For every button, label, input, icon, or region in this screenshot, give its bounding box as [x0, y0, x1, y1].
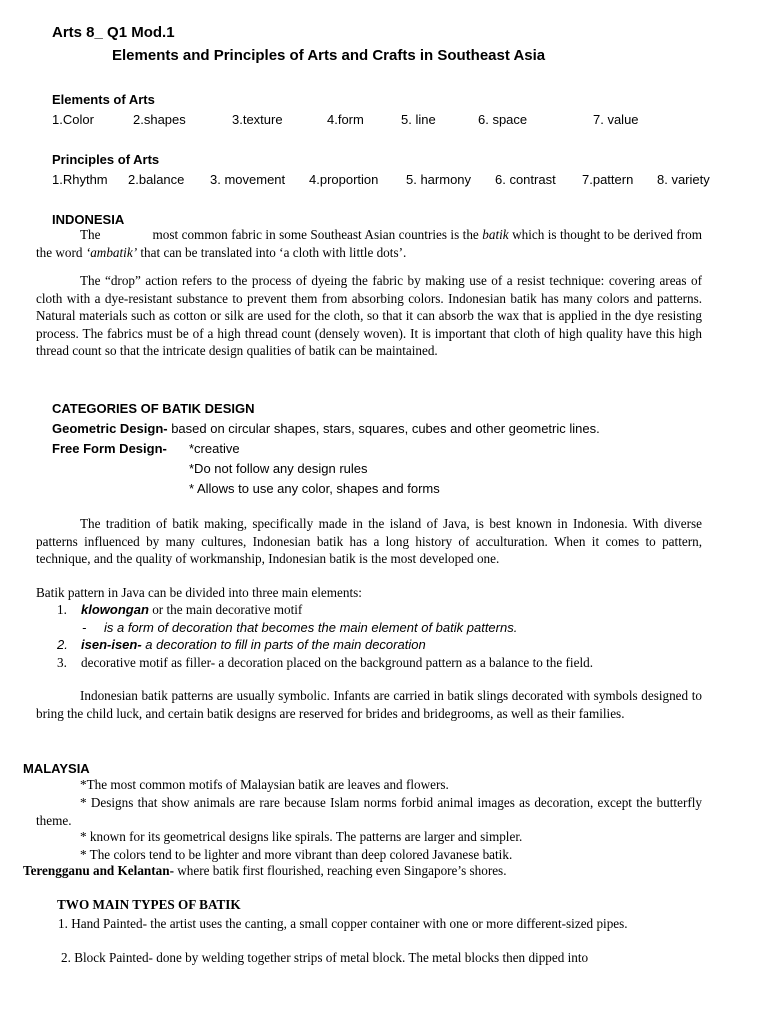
list-item: 6. contrast: [495, 172, 556, 187]
list-number: 2.: [57, 637, 68, 652]
list-item: 4.form: [327, 112, 364, 127]
document-title: Arts 8_ Q1 Mod.1: [52, 24, 175, 41]
indonesia-paragraph-1: The most common fabric in some Southeast Asian countries is the batik which is thought to be derived from the word ‘ambatik’ that can be translated into ‘a cloth with little dots’.: [36, 227, 702, 260]
elements-list: [0, 112, 768, 130]
tradition-paragraph: The tradition of batik making, specifically made in the island of Java, is best known in Indonesia. With diverse patterns influenced by many cultures, Indonesian batik has a long history of acculturation. When it comes to pattern, technique, and the quality of workmanship, Indonesian batik is the most developed one.: [36, 516, 702, 566]
terengganu-kelantan-line: Terengganu and Kelantan- where batik first flourished, reaching even Singapore’s shores.: [23, 863, 507, 878]
elements-heading: Elements of Arts: [52, 92, 155, 107]
list-item: 8. variety: [657, 172, 710, 187]
symbolic-paragraph: Indonesian batik patterns are usually symbolic. Infants are carried in batik slings decorated with symbols designed to bring the child luck, and certain batik designs are reserved for brides and bridegrooms, as well as their families.: [36, 688, 702, 721]
list-number: 3.: [57, 655, 67, 670]
java-item-1-sub: is a form of decoration that becomes the main element of batik patterns.: [104, 620, 518, 635]
list-item: 3. movement: [210, 172, 286, 187]
list-item: 5. line: [401, 112, 436, 127]
list-number: 1.: [57, 602, 67, 617]
indonesia-heading: INDONESIA: [52, 212, 125, 227]
list-item: 3.texture: [232, 112, 283, 127]
java-intro: Batik pattern in Java can be divided into three main elements:: [36, 585, 362, 600]
java-item-1: klowongan or the main decorative motif: [81, 602, 303, 617]
list-item: 7. value: [593, 112, 639, 127]
malaysia-line: * The colors tend to be lighter and more vibrant than deep colored Javanese batik.: [80, 847, 513, 862]
indonesia-paragraph-2: The “drop” action refers to the process of dyeing the fabric by making use of a resist technique: covering areas of cloth with a dye-resistant substance to prevent them from absorbing colors. Indonesian batik has many colors and patterns. Natural materials such as cotton or silk are used for the cloth, so that it can absorb the wax that is applied in the dye resisting process. The fabrics must be of a high thread count (densely woven). It is important that cloth of high quality have this high thread count so that the intricate design qualities of batik can be maintained.: [36, 273, 702, 358]
list-item: 7.pattern: [582, 172, 634, 187]
document-subtitle: Elements and Principles of Arts and Crafts in Southeast Asia: [112, 47, 546, 64]
java-item-3: decorative motif as filler- a decoration placed on the background pattern as a balance to the field.: [81, 655, 593, 670]
list-item: 2.balance: [128, 172, 185, 187]
freeform-design-label: Free Form Design-: [52, 441, 167, 456]
types-heading: TWO MAIN TYPES OF BATIK: [57, 897, 241, 912]
principles-list: [0, 172, 768, 190]
types-item-1: 1. Hand Painted- the artist uses the canting, a small copper container with one or more different-sized pipes.: [58, 916, 628, 931]
malaysia-heading: MALAYSIA: [23, 761, 90, 776]
malaysia-line: * Designs that show animals are rare because Islam norms forbid animal images as decoration, except the butterfly theme.: [36, 795, 702, 828]
list-item: 1.Rhythm: [52, 172, 108, 187]
freeform-item: * Allows to use any color, shapes and forms: [189, 481, 440, 496]
types-item-2: 2. Block Painted- done by welding together strips of metal block. The metal blocks then dipped into: [61, 950, 589, 965]
list-item: 5. harmony: [406, 172, 472, 187]
geometric-design-line: Geometric Design- based on circular shapes, stars, squares, cubes and other geometric lines.: [52, 421, 600, 436]
list-item: 2.shapes: [133, 112, 186, 127]
list-item: 1.Color: [52, 112, 94, 127]
principles-heading: Principles of Arts: [52, 152, 160, 167]
categories-heading: CATEGORIES OF BATIK DESIGN: [52, 401, 255, 416]
list-item: 4.proportion: [309, 172, 379, 187]
freeform-item: *creative: [189, 441, 240, 456]
list-dash: -: [82, 620, 87, 635]
list-item: 6. space: [478, 112, 528, 127]
malaysia-line: * known for its geometrical designs like spirals. The patterns are larger and simpler.: [80, 829, 523, 844]
java-item-2: isen-isen- a decoration to fill in parts of the main decoration: [81, 637, 426, 652]
malaysia-line: *The most common motifs of Malaysian batik are leaves and flowers.: [80, 777, 449, 792]
freeform-item: *Do not follow any design rules: [189, 461, 368, 476]
